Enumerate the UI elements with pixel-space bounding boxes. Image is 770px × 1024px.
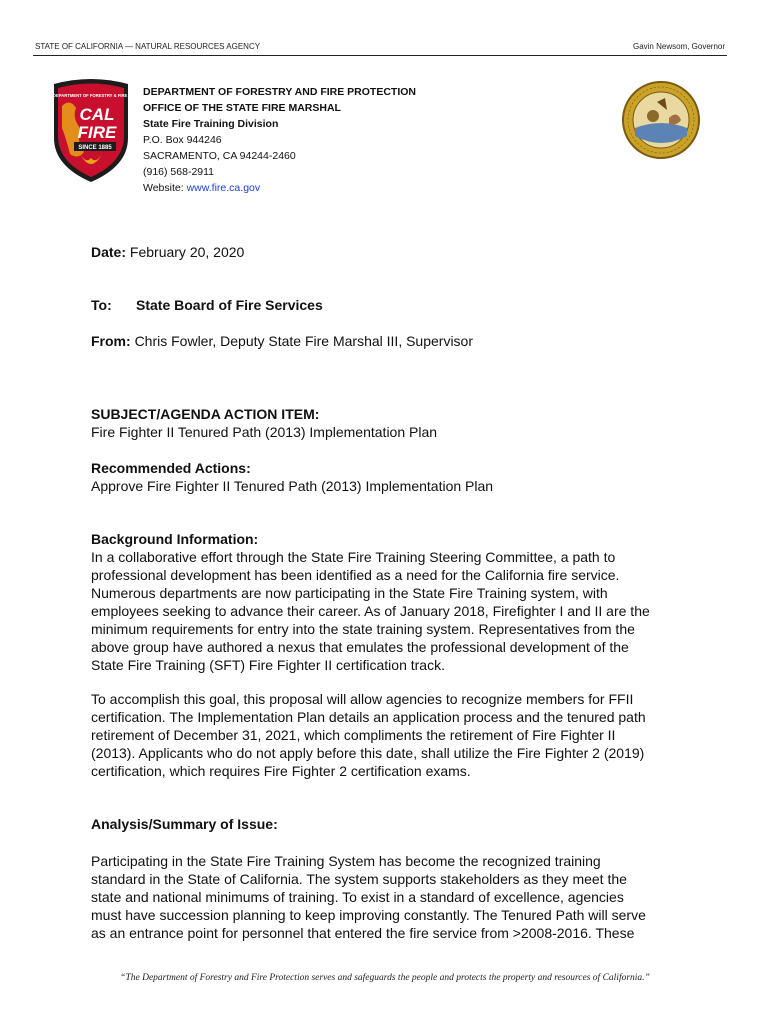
subject-section <box>91 405 691 441</box>
analysis-section <box>91 815 691 833</box>
paragraph-line: Participating in the State Fire Training System has become the recognized training <box>91 853 601 869</box>
paragraph-line: employees seeking to advance their career. As of January 2018, Firefighter I and II are the <box>91 603 650 619</box>
cal-fire-logo <box>26 78 156 184</box>
division-name: State Fire Training Division <box>143 118 279 130</box>
paragraph-line: standard in the State of California. The system supports stakeholders as they meet the <box>91 871 627 887</box>
background-paragraph-2 <box>91 690 691 780</box>
footer-motto: “The Department of Forestry and Fire Protection serves and safeguards the people and protects the property and resources of California.” <box>120 973 650 983</box>
paragraph-line: retirement of December 31, 2021, which compliments the retirement of Fire Fighter II <box>91 727 616 743</box>
date-label: Date: <box>91 244 127 260</box>
logo-cal-text: CAL <box>79 105 115 124</box>
website-line <box>143 180 416 196</box>
paragraph-line: (2013). Applicants who do not apply before this date, shall utilize the Fire Fighter 2 (2019) <box>91 745 645 761</box>
office-name: OFFICE OF THE STATE FIRE MARSHAL <box>143 102 341 114</box>
paragraph-line: professional development has been identified as a need for the California fire service. <box>91 567 620 583</box>
from-label: From: <box>91 333 131 349</box>
to-label: To: <box>91 297 112 313</box>
california-seal-icon <box>621 80 701 160</box>
phone-number: (916) 568-2911 <box>143 166 215 178</box>
letterhead <box>143 84 416 196</box>
paragraph-line: State Fire Training (SFT) Fire Fighter II certification track. <box>91 657 445 673</box>
agency-name: STATE OF CALIFORNIA — NATURAL RESOURCES AGENCY <box>35 42 261 51</box>
background-section <box>91 530 691 674</box>
recommended-heading: Recommended Actions: <box>91 460 251 476</box>
logo-since-text: SINCE 1885 <box>78 145 112 151</box>
analysis-paragraph <box>91 852 691 942</box>
analysis-heading: Analysis/Summary of Issue: <box>91 816 278 832</box>
paragraph-line: certification. The Implementation Plan details an application process and the tenured path <box>91 709 646 725</box>
paragraph-line: must have succession planning to keep improving constantly. The Tenured Path will serve <box>91 907 646 923</box>
city-address: SACRAMENTO, CA 94244-2460 <box>143 150 296 162</box>
paragraph-line: To accomplish this goal, this proposal will allow agencies to recognize members for FFII <box>91 691 634 707</box>
date-field <box>91 244 244 260</box>
background-heading: Background Information: <box>91 531 259 547</box>
paragraph-line: certification, which requires Fire Fighter 2 certification exams. <box>91 763 471 779</box>
paragraph-line: state and national minimums of training. To exist in a standard of excellence, agencies <box>91 889 624 905</box>
logo-ring-text: CALIFORNIA DEPARTMENT OF FORESTRY & FIRE PROTECTION <box>26 93 156 98</box>
from-value: Chris Fowler, Deputy State Fire Marshal III, Supervisor <box>134 333 474 349</box>
recommended-section <box>91 459 691 495</box>
logo-fire-text: FIRE <box>77 123 117 142</box>
governor-name: Gavin Newsom, Governor <box>632 42 725 51</box>
to-value: State Board of Fire Services <box>136 297 323 313</box>
from-field <box>91 333 473 349</box>
date-value: February 20, 2020 <box>129 244 245 260</box>
subject-text: Fire Fighter II Tenured Path (2013) Implementation Plan <box>91 424 438 440</box>
paragraph-line: above group have authored a nexus that emulates the professional development of the <box>91 639 629 655</box>
background-paragraph-1 <box>91 548 691 674</box>
po-box: P.O. Box 944246 <box>143 134 222 146</box>
paragraph-line: Numerous departments are now participating in the State Fire Training system, with <box>91 585 608 601</box>
recommended-text: Approve Fire Fighter II Tenured Path (2013) Implementation Plan <box>91 478 494 494</box>
header-bar <box>33 40 727 56</box>
paragraph-line: as an entrance point for personnel that entered the fire service from >2008-2016. These <box>91 925 635 941</box>
paragraph-line: minimum requirements for entry into the state training system. Representatives from the <box>91 621 635 637</box>
department-name: DEPARTMENT OF FORESTRY AND FIRE PROTECTION <box>143 86 417 98</box>
to-field <box>91 297 323 313</box>
paragraph-line: In a collaborative effort through the State Fire Training Steering Committee, a path to <box>91 549 616 565</box>
subject-heading: SUBJECT/AGENDA ACTION ITEM: <box>91 406 320 422</box>
website-link[interactable]: www.fire.ca.gov <box>186 182 261 194</box>
website-label: Website: <box>143 182 184 194</box>
